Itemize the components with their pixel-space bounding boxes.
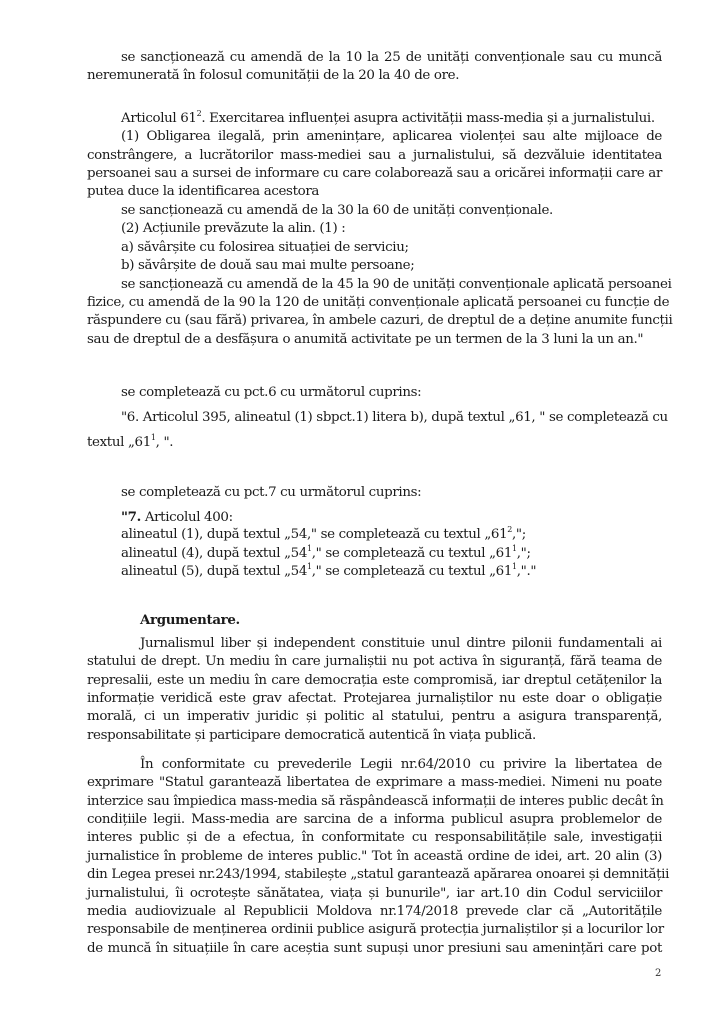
superscript: 1 (512, 561, 517, 571)
body-line: (1) Obligarea ilegală, prin amenințare, aplicarea violenței sau alte mijloace de (121, 129, 662, 144)
body-line (121, 508, 662, 527)
text: ," se completează cu textul „61 (311, 546, 513, 561)
article-title-text: Articolul 61 (121, 111, 197, 126)
body-line: represalii, este un mediu în care democrația este compromisă, iar dreptul cetățenilor la (87, 673, 662, 688)
body-line: (2) Acțiunile prevăzute la alin. (1) : (121, 221, 346, 236)
superscript: 2 (196, 108, 202, 118)
text: alineatul (4), după textul „54 (121, 546, 307, 561)
body-line: sau de dreptul de a desfășura o anumită activitate pe un termen de la 3 luni la un an." (87, 332, 644, 347)
body-line: responsabilitate și participare democratică autentică în viața publică. (87, 728, 536, 743)
text: ,"; (516, 546, 531, 561)
text: alineatul (5), după textul „54 (121, 564, 307, 579)
body-line: neremunerată în folosul comunității de la 20 la 40 de ore. (87, 68, 460, 83)
body-line: putea duce la identificarea acestora (87, 184, 320, 199)
superscript: 1 (307, 561, 312, 571)
body-line: se sancționează cu amendă de la 30 la 60 de unități convenționale. (121, 203, 553, 218)
superscript: 1 (307, 543, 312, 553)
text: ,"; (512, 527, 526, 542)
body-line: constrângere, a lucrătorilor mass-mediei sau a jurnalistului, să dezvăluie identitatea (87, 148, 662, 163)
superscript: 2 (507, 524, 512, 534)
body-line: fizice, cu amendă de la 90 la 120 de unități convenționale aplicată persoanei cu funcție de (87, 295, 670, 310)
body-line: se sancționează cu amendă de la 45 la 90 de unități convenționale aplicată persoanei (121, 277, 672, 292)
body-line: exprimare "Statul garantează libertatea de exprimare a mass-mediei. Nimeni nu poate (87, 775, 662, 790)
text: ," se completează cu textul „61 (311, 564, 513, 579)
body-line: jurnalistului, îi ocrotește sănătatea, viața și bunurile", iar art.10 din Codul serviciilor (87, 886, 662, 901)
page-number: 2 (655, 968, 662, 979)
body-line: condițiile legii. Mass-media are sarcina de a informa publicul asupra problemelor de (87, 812, 662, 827)
text: Articolul 400: (140, 510, 233, 525)
body-line: statului de drept. Un mediu în care jurnaliștii nu pot activa în siguranță, fără teama de (87, 654, 662, 669)
body-line: "6. Articolul 395, alineatul (1) sbpct.1) litera b), după textul „61, " se completează cu (121, 410, 668, 425)
text: , ". (155, 435, 174, 450)
body-line: media audiovizuale al Republicii Moldova nr.174/2018 prevede clar că „Autoritățile (87, 904, 662, 919)
body-line: responsabile de menținerea ordinii publice asigură protecția jurnaliștilor și a locurilor lor (87, 922, 664, 937)
body-line (121, 526, 662, 544)
section-heading: Argumentare. (140, 612, 240, 628)
body-line: persoanei sau a sursei de informare cu care colaborează sau a oricărei informații care ar (87, 166, 662, 181)
body-line: de muncă în situațiile în care aceștia sunt supuși unor presiuni sau amenințări care pot (87, 941, 662, 956)
body-line: Jurnalismul liber și independent constituie unul dintre pilonii fundamentali ai (140, 636, 662, 651)
body-line: morală, ci un imperativ juridic și politic al statului, pentru a asigura transparență, (87, 709, 662, 724)
body-line: informație veridică este grav afectat. Protejarea jurnaliștilor nu este doar o obligație (87, 691, 662, 706)
text: alineatul (1), după textul „54," se completează cu textul „61 (121, 527, 508, 542)
list-item: b) săvârșite de două sau mai multe persoane; (121, 258, 415, 273)
point-number: "7. (121, 509, 141, 525)
body-line (121, 563, 662, 581)
article-title-text: . Exercitarea influenței asupra activității mass-media și a jurnalistului. (201, 111, 655, 126)
body-line: se completează cu pct.6 cu următorul cuprins: (121, 385, 422, 400)
body-line: În conformitate cu prevederile Legii nr.64/2010 cu privire la libertatea de (140, 757, 662, 772)
body-line (121, 545, 662, 563)
list-item: a) săvârșite cu folosirea situației de serviciu; (121, 240, 409, 255)
body-line: jurnalistice în probleme de interes public." Tot în această ordine de idei, art. 20 alin (3) (87, 849, 662, 864)
body-line: se completează cu pct.7 cu următorul cuprins: (121, 485, 422, 500)
superscript: 1 (512, 543, 517, 553)
body-line (87, 434, 662, 452)
text: ,"." (516, 564, 537, 579)
body-line: din Legea presei nr.243/1994, stabilește „statul garantează apărarea onoarei și demnității (87, 867, 669, 882)
article-title (121, 110, 662, 128)
body-line: interzice sau împiedica mass-media să răspândească informații de interes public decât în (87, 794, 664, 809)
body-line: răspundere cu (sau fără) privarea, în ambele cazuri, de dreptul de a deține anumite funcții (87, 313, 673, 328)
superscript: 1 (150, 432, 156, 442)
body-line: interes public și de a efectua, în conformitate cu responsabilitățile sale, investigații (87, 830, 662, 845)
text: textul „61 (87, 435, 151, 450)
body-line: se sancționează cu amendă de la 10 la 25 de unități convenționale sau cu muncă (121, 50, 662, 65)
